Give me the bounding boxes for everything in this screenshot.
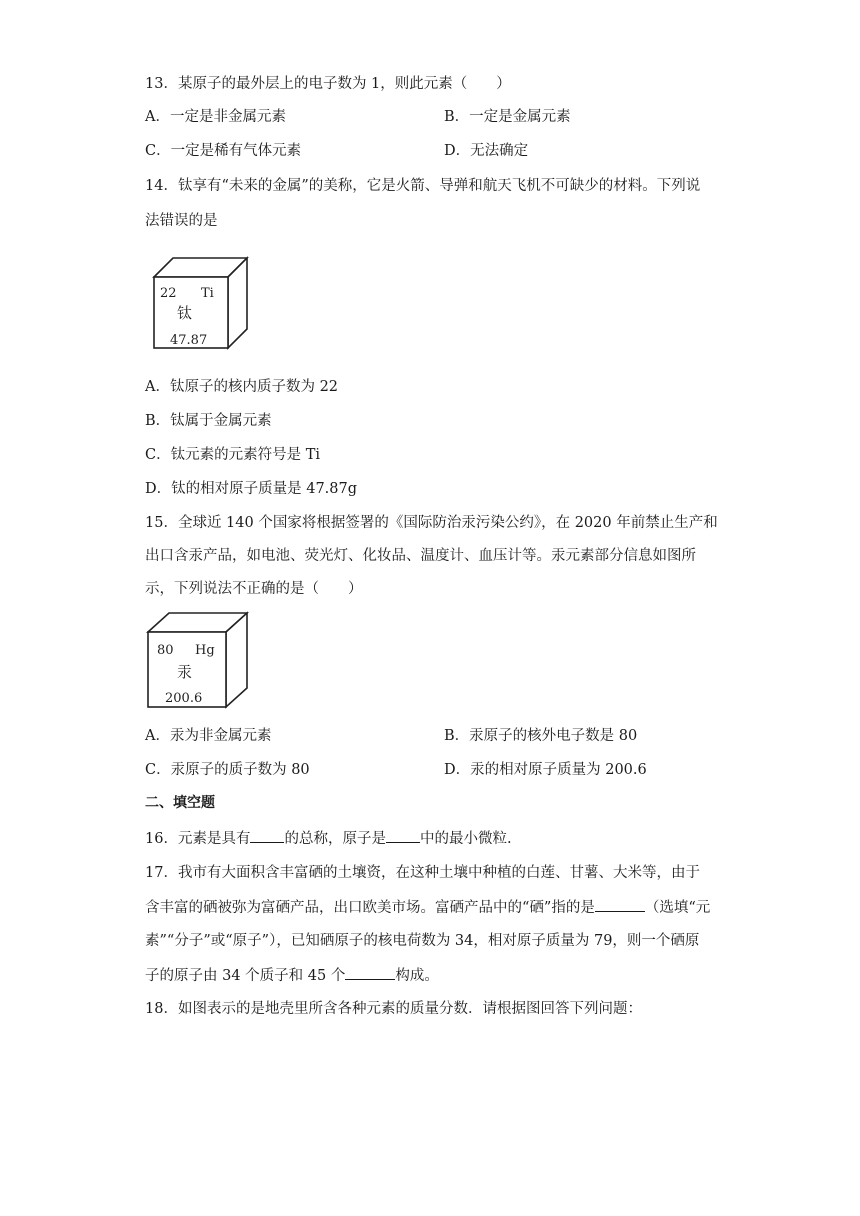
q15-stem-line2: 出口含汞产品，如电池、荧光灯、化妆品、温度计、血压计等。汞元素部分信息如图所 bbox=[145, 548, 696, 564]
titanium-atomic-number: 22 bbox=[160, 286, 177, 301]
q16-blank-2[interactable] bbox=[386, 828, 420, 843]
mercury-element-tile bbox=[145, 610, 251, 710]
mercury-atomic-number: 80 bbox=[157, 643, 174, 658]
q14-stem-line1: 14．钛享有“未来的金属”的美称，它是火箭、导弹和航天飞机不可缺少的材料。下列说 bbox=[145, 178, 701, 194]
q17-blank-2[interactable] bbox=[345, 965, 395, 980]
q14-option-d: D．钛的相对原子质量是 47.87g bbox=[145, 481, 358, 497]
titanium-element-tile bbox=[151, 255, 251, 351]
q17-line2 bbox=[145, 897, 710, 918]
q15-option-a: A．汞为非金属元素 bbox=[145, 728, 272, 744]
q15-option-c: C．汞原子的质子数为 80 bbox=[145, 762, 310, 778]
q17-blank-1[interactable] bbox=[595, 897, 645, 912]
q17-line1: 17．我市有大面积含丰富硒的土壤资，在这种土壤中种植的白莲、甘薯、大米等，由于 bbox=[145, 865, 700, 881]
q16-part2: 的总称，原子是 bbox=[284, 831, 386, 847]
q17-line4-text: 子的原子由 34 个质子和 45 个 bbox=[145, 968, 346, 984]
q17-line4-tail: 构成。 bbox=[395, 968, 439, 984]
q17-line4 bbox=[145, 965, 439, 986]
q13-option-a: A．一定是非金属元素 bbox=[145, 109, 286, 125]
mercury-symbol: Hg bbox=[195, 643, 215, 658]
mercury-atomic-mass: 200.6 bbox=[165, 691, 203, 706]
section-fill-in-title: 二、填空题 bbox=[145, 795, 215, 811]
q17-line3: 素”“分子”或“原子”），已知硒原子的核电荷数为 34，相对原子质量为 79，则一个硒原 bbox=[145, 933, 700, 949]
mercury-name: 汞 bbox=[177, 663, 193, 681]
q16-part3: 中的最小微粒. bbox=[419, 831, 512, 847]
q16-stem bbox=[145, 828, 512, 849]
q13-option-b: B．一定是金属元素 bbox=[444, 109, 571, 125]
q13-stem: 13．某原子的最外层上的电子数为 1，则此元素（ ） bbox=[145, 76, 511, 92]
q18-stem: 18．如图表示的是地壳里所含各种元素的质量分数．请根据图回答下列问题： bbox=[145, 1001, 642, 1017]
q17-line2-tail: （选填“元 bbox=[644, 900, 711, 916]
titanium-atomic-mass: 47.87 bbox=[170, 333, 208, 348]
q15-stem-line3: 示，下列说法不正确的是（ ） bbox=[145, 581, 363, 597]
q16-blank-1[interactable] bbox=[250, 828, 284, 843]
q14-option-b: B．钛属于金属元素 bbox=[145, 413, 272, 429]
q16-part1: 16．元素是具有 bbox=[145, 831, 251, 847]
q14-option-c: C．钛元素的元素符号是 Ti bbox=[145, 447, 321, 463]
q15-stem-line1: 15．全球近 140 个国家将根据签署的《国际防治汞污染公约》，在 2020 年前禁止生产和 bbox=[145, 515, 718, 531]
q13-option-d: D．无法确定 bbox=[444, 143, 529, 159]
q13-option-c: C．一定是稀有气体元素 bbox=[145, 143, 302, 159]
q15-option-d: D．汞的相对原子质量为 200.6 bbox=[444, 762, 647, 778]
q15-option-b: B．汞原子的核外电子数是 80 bbox=[444, 728, 638, 744]
q17-line2-text: 含丰富的硒被弥为富硒产品，出口欧美市场。富硒产品中的“硒”指的是 bbox=[145, 900, 595, 916]
q14-option-a: A．钛原子的核内质子数为 22 bbox=[145, 379, 339, 395]
titanium-name: 钛 bbox=[177, 304, 193, 322]
q14-stem-line2: 法错误的是 bbox=[145, 213, 218, 229]
titanium-symbol: Ti bbox=[201, 286, 214, 301]
